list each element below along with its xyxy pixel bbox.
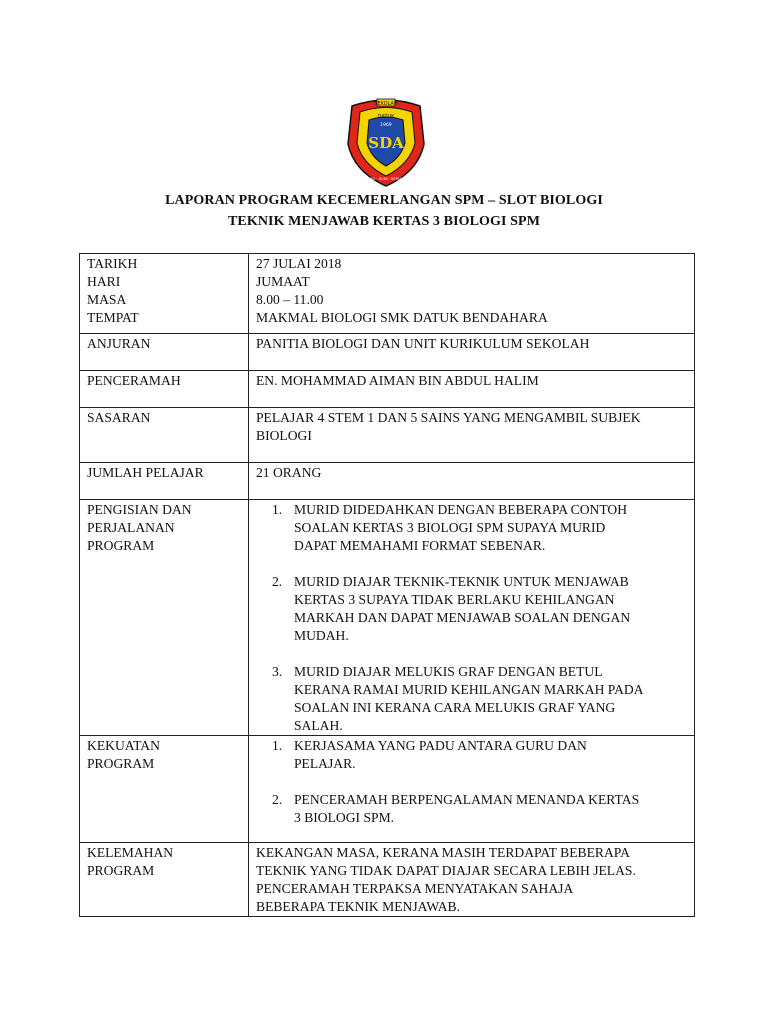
label-cell-details [80, 254, 249, 334]
kelemahan-line: KEKANGAN MASA, KERANA MASIH TERDAPAT BEBERAPA [256, 845, 630, 860]
label-anjuran: ANJURAN [80, 334, 249, 371]
list-item [256, 501, 687, 555]
value-cell-kelemahan [249, 843, 695, 917]
list-item [256, 791, 687, 827]
list-number: 3. [272, 664, 283, 679]
value-tarikh: 27 JULAI 2018 [256, 256, 342, 271]
list-item [256, 573, 687, 645]
list-line: MARKAH DAN DAPAT MENJAWAB SOALAN DENGAN [294, 610, 631, 625]
label-line: PERJALANAN [87, 520, 175, 535]
kelemahan-line: TEKNIK YANG TIDAK DAPAT DIAJAR SECARA LEBIH JELAS. [256, 863, 636, 878]
value-sasaran [249, 408, 695, 463]
list-line: SALAH. [294, 718, 343, 733]
list-line: DAPAT MEMAHAMI FORMAT SEBENAR. [294, 538, 546, 553]
kelemahan-line: BEBERAPA TEKNIK MENJAWAB. [256, 899, 460, 914]
report-title-line2: TEKNIK MENJAWAB KERTAS 3 BIOLOGI SPM [227, 214, 541, 229]
label-line: PROGRAM [87, 538, 155, 553]
table-row-kelemahan [80, 843, 695, 917]
crest-top-text: SEKOLAH [374, 101, 398, 107]
label-masa: MASA [87, 292, 127, 307]
list-item [256, 737, 687, 773]
list-line: KERJASAMA YANG PADU ANTARA GURU DAN [294, 738, 587, 753]
value-hari: JUMAAT [256, 274, 310, 289]
label-line: PROGRAM [87, 756, 155, 771]
kelemahan-line: PENCERAMAH TERPAKSA MENYATAKAN SAHAJA [256, 881, 574, 896]
label-sasaran: SASARAN [80, 408, 249, 463]
label-hari: HARI [87, 274, 121, 289]
crest-inner-text: DATUK [377, 114, 395, 120]
value-cell-kekuatan [249, 736, 695, 843]
list-line: MURID DIAJAR TEKNIK-TEKNIK UNTUK MENJAWAB [294, 574, 629, 589]
list-line: PENCERAMAH BERPENGALAMAN MENANDA KERTAS [294, 792, 640, 807]
crest-motto: ILMU · BUDI · KERJAYA [366, 177, 406, 181]
list-line: MURID DIDEDAHKAN DENGAN BEBERAPA CONTOH [294, 502, 628, 517]
list-line: MURID DIAJAR MELUKIS GRAF DENGAN BETUL [294, 664, 603, 679]
label-cell-kekuatan [80, 736, 249, 843]
value-anjuran: PANITIA BIOLOGI DAN UNIT KURIKULUM SEKOLAH [249, 334, 695, 371]
sasaran-line: PELAJAR 4 STEM 1 DAN 5 SAINS YANG MENGAMBIL SUBJEK [256, 410, 641, 425]
value-jumlah-pelajar: 21 ORANG [249, 463, 695, 500]
value-tempat: MAKMAL BIOLOGI SMK DATUK BENDAHARA [256, 310, 548, 325]
label-jumlah-pelajar: JUMLAH PELAJAR [80, 463, 249, 500]
list-line: SOALAN INI KERANA CARA MELUKIS GRAF YANG [294, 700, 616, 715]
table-row-pengisian [80, 500, 695, 736]
school-crest-logo [344, 96, 428, 188]
list-item [256, 663, 687, 735]
list-line: SOALAN KERTAS 3 BIOLOGI SPM SUPAYA MURID [294, 520, 606, 535]
report-table [79, 253, 695, 917]
table-row-jumlah [80, 463, 695, 500]
label-cell-pengisian [80, 500, 249, 736]
table-row-kekuatan [80, 736, 695, 843]
list-line: KERANA RAMAI MURID KEHILANGAN MARKAH PADA [294, 682, 644, 697]
list-number: 1. [272, 738, 283, 753]
label-penceramah: PENCERAMAH [80, 371, 249, 408]
label-cell-kelemahan [80, 843, 249, 917]
label-tempat: TEMPAT [87, 310, 139, 325]
crest-monogram: SDA [368, 134, 404, 152]
table-row-details [80, 254, 695, 334]
list-line: PELAJAR. [294, 756, 356, 771]
table-row-penceramah [80, 371, 695, 408]
label-line: KEKUATAN [87, 738, 160, 753]
list-line: 3 BIOLOGI SPM. [294, 810, 395, 825]
label-line: KELEMAHAN [87, 845, 174, 860]
value-cell-pengisian [249, 500, 695, 736]
value-cell-details [249, 254, 695, 334]
list-line: KERTAS 3 SUPAYA TIDAK BERLAKU KEHILANGAN [294, 592, 615, 607]
crest-year: 1969 [380, 123, 392, 128]
label-tarikh: TARIKH [87, 256, 138, 271]
kekuatan-list [256, 737, 687, 827]
value-masa: 8.00 – 11.00 [256, 292, 324, 307]
label-line: PENGISIAN DAN [87, 502, 192, 517]
list-number: 2. [272, 792, 283, 807]
label-line: PROGRAM [87, 863, 155, 878]
report-title-line1: LAPORAN PROGRAM KECEMERLANGAN SPM – SLOT BIOLOGI [165, 193, 603, 208]
list-line: MUDAH. [294, 628, 349, 643]
list-number: 1. [272, 502, 283, 517]
list-number: 2. [272, 574, 283, 589]
table-row-sasaran [80, 408, 695, 463]
pengisian-list [256, 501, 687, 735]
table-row-anjuran [80, 334, 695, 371]
sasaran-line: BIOLOGI [256, 428, 312, 443]
value-penceramah: EN. MOHAMMAD AIMAN BIN ABDUL HALIM [249, 371, 695, 408]
